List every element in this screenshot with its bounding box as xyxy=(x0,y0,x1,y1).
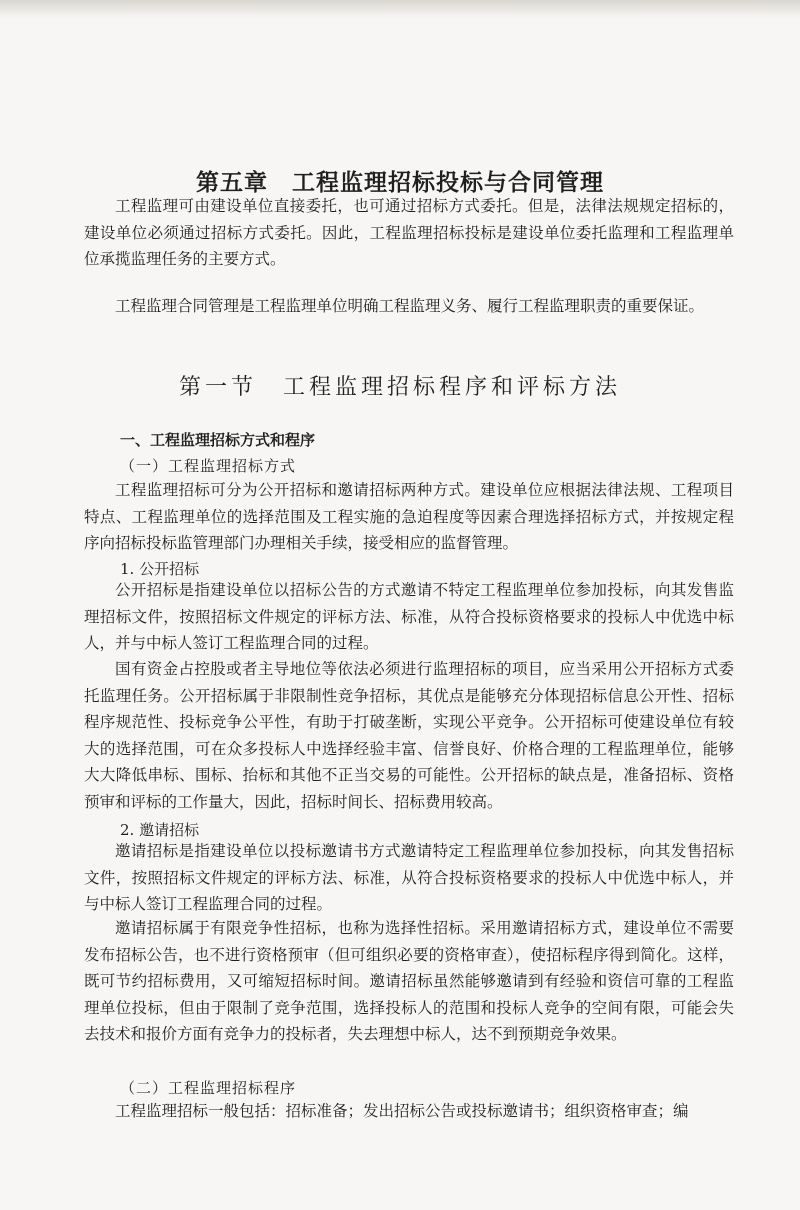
section-title: 第一节 工程监理招标程序和评标方法 xyxy=(178,375,621,400)
paragraph-invited-tender-details: 邀请招标属于有限竞争性招标，也称为选择性招标。采用邀请招标方式，建设单位不需要发布招标公告，也不进行资格预审（但可组织必要的资格审查），使招标程序得到简化。这样，既可节约招标费用，又可缩短招标时间。邀请招标虽然能够邀请到有经验和资信可靠的工程监理单位投标，但由于限制了竞争范围，选择投标人的范围和投标人竞争的空间有限，可能会失去技术和报价方面有竞争力的投标者，失去理想中标人，达不到预期竞争效果。 xyxy=(84,919,734,1044)
item-invited-tender: 2. 邀请招标 xyxy=(120,821,200,839)
paragraph-open-tender-details: 国有资金占控股或者主导地位等依法必须进行监理招标的项目，应当采用公开招标方式委托监理任务。公开招标属于非限制性竞争招标，其优点是能够充分体现招标信息公开性、招标程序规范性、投标竞争公平性，有助于打破垄断，实现公平竞争。公开招标可使建设单位有较大的选择范围，可在众多投标人中选择经验丰富、信誉良好、价格合理的工程监理单位，能够大大降低串标、围标、抬标和其他不正当交易的可能性。公开招标的缺点是，准备招标、资格预审和评标的工作量大，因此，招标时间长、招标费用较高。 xyxy=(84,660,734,811)
item-open-tender: 1. 公开招标 xyxy=(120,560,200,578)
subheading-procedure: （二）工程监理招标程序 xyxy=(120,1079,297,1097)
subheading-methods: （一）工程监理招标方式 xyxy=(120,457,297,475)
intro-paragraph-2: 工程监理合同管理是工程监理单位明确工程监理义务、履行工程监理职责的重要保证。 xyxy=(115,297,705,315)
chapter-title: 第五章 工程监理招标投标与合同管理 xyxy=(196,170,604,196)
paragraph-methods: 工程监理招标可分为公开招标和邀请招标两种方式。建设单位应根据法律法规、工程项目特点、工程监理单位的选择范围及工程实施的急迫程度等因素合理选择招标方式，并按规定程序向招标投标监管理部门办理相关手续，接受相应的监督管理。 xyxy=(84,481,734,553)
heading-level-1: 一、工程监理招标方式和程序 xyxy=(120,431,316,449)
paragraph-open-tender-definition: 公开招标是指建设单位以招标公告的方式邀请不特定工程监理单位参加投标，向其发售监理招标文件，按照招标文件规定的评标方法、标准，从符合投标资格要求的投标人中优选中标人，并与中标人签订工程监理合同的过程。 xyxy=(84,581,734,653)
paragraph-procedure: 工程监理招标一般包括：招标准备；发出招标公告或投标邀请书；组织资格审查；编 xyxy=(115,1102,689,1120)
scan-edge-shadow xyxy=(0,0,800,18)
intro-paragraph-1: 工程监理可由建设单位直接委托，也可通过招标方式委托。但是，法律法规规定招标的，建设单位必须通过招标方式委托。因此，工程监理招标投标是建设单位委托监理和工程监理单位承揽监理任务的主要方式。 xyxy=(84,197,734,269)
paragraph-invited-tender-definition: 邀请招标是指建设单位以投标邀请书方式邀请特定工程监理单位参加投标，向其发售招标文件，按照招标文件规定的评标方法、标准，从符合投标资格要求的投标人中优选中标人，并与中标人签订工程监理合同的过程。 xyxy=(84,842,734,914)
